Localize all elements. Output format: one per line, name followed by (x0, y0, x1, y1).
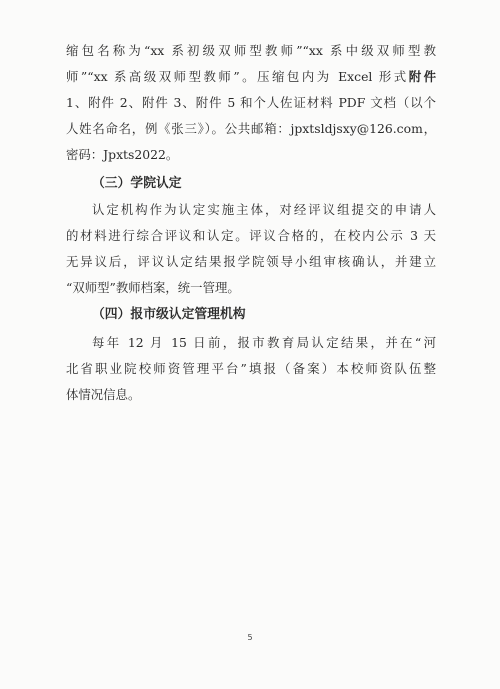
text-line: 缩包名称为“xx 系初级双师型教师”“xx 系中级双师型教 (66, 43, 436, 58)
text-line: 北省职业院校师资管理平台”填报（备案）本校师资队伍整 (66, 361, 436, 376)
section-heading-college-certification: （三）学院认定 (92, 176, 182, 191)
text-segment: 师”“xx 系高级双师型教师”。压缩包内为 Excel 形式 (66, 69, 409, 84)
text-line (66, 64, 436, 90)
section-heading-city-authority: （四）报市级认定管理机构 (92, 307, 246, 322)
text-line: 体情况信息。 (66, 387, 141, 402)
text-line: 每年 12 月 15 日前，报市教育局认定结果，并在“河 (92, 335, 436, 350)
paragraph-college-certification (66, 197, 436, 301)
text-line: 的材料进行综合评议和认定。评议合格的，在校内公示 3 天 (66, 228, 436, 243)
text-line: 无异议后，评议认定结果报学院领导小组审核确认，并建立 (66, 254, 436, 269)
page-number: 5 (247, 633, 253, 642)
text-line: 1、附件 2、附件 3、附件 5 和个人佐证材料 PDF 文档（以个 (66, 95, 436, 110)
paragraph-city-authority (66, 330, 436, 408)
bold-text-segment: 附件 (408, 69, 436, 84)
text-line: 人姓名命名，例《张三》）。公共邮箱：jpxtsldjsxy@126.com， (66, 121, 436, 136)
text-line: 密码：Jpxts2022。 (66, 147, 179, 162)
text-line: 认定机构作为认定实施主体，对经评议组提交的申请人 (92, 202, 436, 217)
text-line: “双师型”教师档案，统一管理。 (66, 280, 240, 295)
paragraph-submission-instructions (66, 38, 436, 168)
